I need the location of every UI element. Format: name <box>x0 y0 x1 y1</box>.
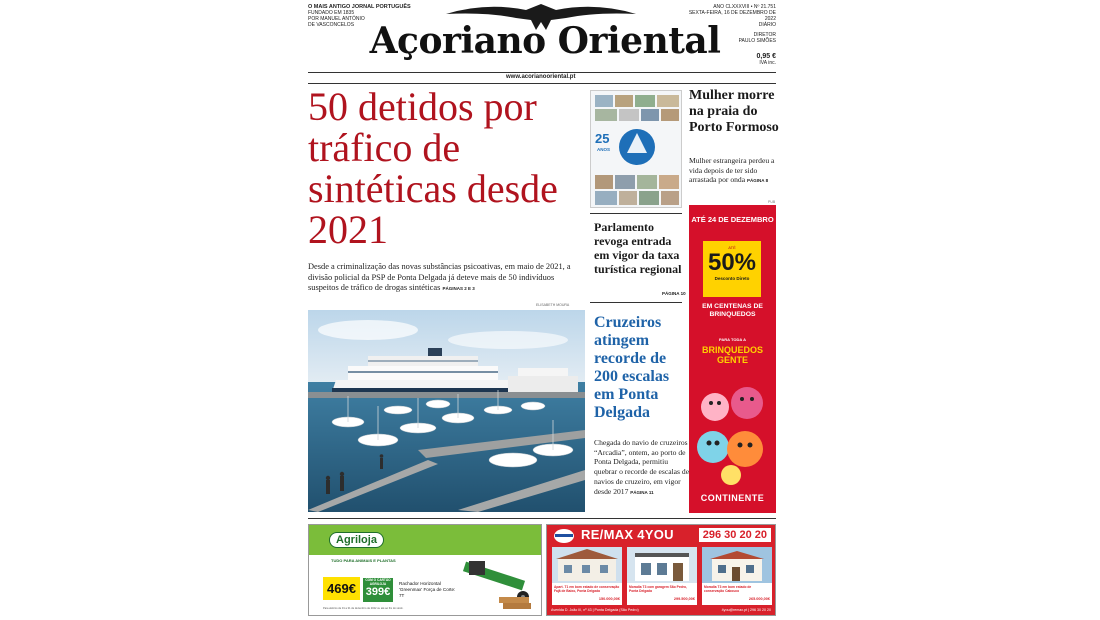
masthead-tagline: O MAIS ANTIGO JORNAL PORTUGUÊS <box>308 4 411 10</box>
masthead-founded: FUNDADO EM 1835 <box>308 10 355 16</box>
mulher-page-ref: PÁGINA 8 <box>747 178 769 184</box>
log-splitter-icon <box>459 557 539 613</box>
listing-price: 150.000,00€ <box>598 597 620 601</box>
masthead-rule <box>308 72 776 73</box>
issue-number: ANO CLXXXVIII • Nº 21.751 <box>713 4 776 10</box>
remax-contact[interactable]: 4you@remax.pt | 296 30 20 20 <box>721 608 771 612</box>
remax-phone[interactable]: 296 30 20 20 <box>699 528 771 542</box>
agriloja-logo: Agriloja <box>329 532 384 548</box>
card-price-label: COM O CARTÃO AGRILOJA <box>365 578 391 586</box>
main-lede <box>308 262 582 295</box>
mulher-text-block <box>689 156 779 186</box>
anniversary-number: 25 <box>595 131 610 146</box>
house-photo-icon <box>552 547 622 583</box>
regular-price: 469€ <box>323 577 360 600</box>
discount-badge-desc: Desconto Direto <box>714 276 750 281</box>
property-listing[interactable] <box>627 547 697 605</box>
listing-description: Apart. T1 em bom estado de conservação Fajã de Baixo, Ponta Delgada <box>554 585 620 593</box>
discount-badge-prefix: ATÉ <box>728 245 736 250</box>
director-label: DIRETOR <box>753 32 776 38</box>
mulher-headline[interactable]: Mulher morre na praia do Porto Formoso <box>689 88 779 135</box>
discount-badge <box>703 241 761 297</box>
mulher-text: Mulher estrangeira perdeu a vida depois de ter sido arrastada por onda <box>689 156 775 185</box>
cover-price: 0,95 € <box>756 53 776 60</box>
listing-description: Moradia T3 em bom estado de conservação Cabouco <box>704 585 752 593</box>
cruzeiros-headline[interactable]: Cruzeiros atingem recorde de 200 escalas em Ponta Delgada <box>594 314 670 421</box>
section-rule <box>308 518 776 519</box>
continente-ad-subtitle: EM CENTENAS DE BRINQUEDOS <box>702 303 763 318</box>
agriloja-ad[interactable] <box>308 524 542 616</box>
campaign-logo-small: PARA TODA A <box>719 337 746 342</box>
continente-ad-date: ATÉ 24 DE DEZEMBRO <box>691 215 774 224</box>
continente-ad[interactable] <box>689 205 776 513</box>
remax-balloon-icon <box>553 528 575 544</box>
listing-price: 265.000,00€ <box>748 597 770 601</box>
house-photo-icon <box>702 547 772 583</box>
cruzeiros-text: Chegada do navio de cruzeiros “Arcadia”, ontem, ao porto de Ponta Delgada, permitiu quebrar o recorde de escalas de navios de cruzeiro, em vigor desde 2017 <box>594 438 690 496</box>
photo-credit: ELISABETH MOURA <box>536 303 570 307</box>
card-price: 399€ <box>365 586 391 598</box>
masthead-founded: POR MANUEL ANTÓNIO <box>308 16 365 22</box>
anniversary-promo[interactable] <box>590 90 682 208</box>
listing-price: 299.500,00€ <box>673 597 695 601</box>
agriloja-fine-print: Para elétrico de 01 a 31 de dezembro de 2022 ou até ao fim do stock. <box>323 607 404 610</box>
remax-ad[interactable] <box>546 524 776 616</box>
director-name: PAULO SIMÕES <box>738 38 776 44</box>
issue-date: SEXTA-FEIRA, 16 DE DEZEMBRO DE 2022 <box>688 10 776 22</box>
parlamento-headline[interactable]: Parlamento revoga entrada em vigor da taxa turística regional <box>594 220 682 276</box>
vat-note: IVA inc. <box>759 60 776 66</box>
product-description: Rachador Horizontal 'Greenmax' Força de Corte: 7T <box>399 581 456 598</box>
campaign-logo-text: BRINQUEDOS GENTE <box>701 345 763 365</box>
agriloja-tagline: TUDO PARA ANIMAIS E PLANTAS <box>331 558 396 563</box>
column-rule <box>590 213 682 214</box>
cruzeiros-text-block <box>594 438 690 497</box>
main-headline[interactable]: 50 detidos por tráfico de sintéticas desde 2021 <box>308 84 558 252</box>
remax-logo: RE/MAX 4YOU <box>581 527 674 542</box>
main-lede-text: Desde a criminalização das novas substâncias psicoativas, em maio de 2021, a divisão policial da PSP de Ponta Delgada já deteve mais de 50 indivíduos suspeitos de tráfico de drogas sintéticas <box>308 262 571 292</box>
main-page-ref: PÁGINAS 2 E 3 <box>442 286 475 291</box>
masthead-founded: DE VASCONCELOS <box>308 22 355 28</box>
masthead-right-info <box>686 4 776 66</box>
property-listing[interactable] <box>702 547 772 605</box>
masthead-title: Açoriano Oriental <box>369 20 721 62</box>
cruzeiros-page-ref: PÁGINA 11 <box>630 489 654 495</box>
ad-tag: PUB <box>768 200 776 204</box>
column-rule <box>590 302 682 303</box>
toys-illustration-icon <box>695 377 771 487</box>
remax-address: Avenida D. João III, nº 43 | Ponta Delgada (São Pedro) <box>551 608 639 612</box>
campaign-logo <box>693 335 772 375</box>
frequency: DIÁRIO <box>758 22 776 28</box>
card-price-badge <box>363 578 393 602</box>
listing-description: Moradia T3 com garagem São Pedro, Ponta Delgada <box>629 585 687 593</box>
discount-badge-value: 50% <box>707 249 757 276</box>
parlamento-page-ref: PÁGINA 10 <box>662 291 686 296</box>
newspaper-front-page <box>306 0 778 620</box>
anniversary-label: ANOS <box>597 147 611 152</box>
property-listing[interactable] <box>552 547 622 605</box>
continente-brand: CONTINENTE <box>700 493 765 503</box>
website-link[interactable]: www.acorianooriental.pt <box>506 74 576 80</box>
house-photo-icon <box>627 547 697 583</box>
marina-cruise-ship-photo[interactable] <box>308 310 585 512</box>
